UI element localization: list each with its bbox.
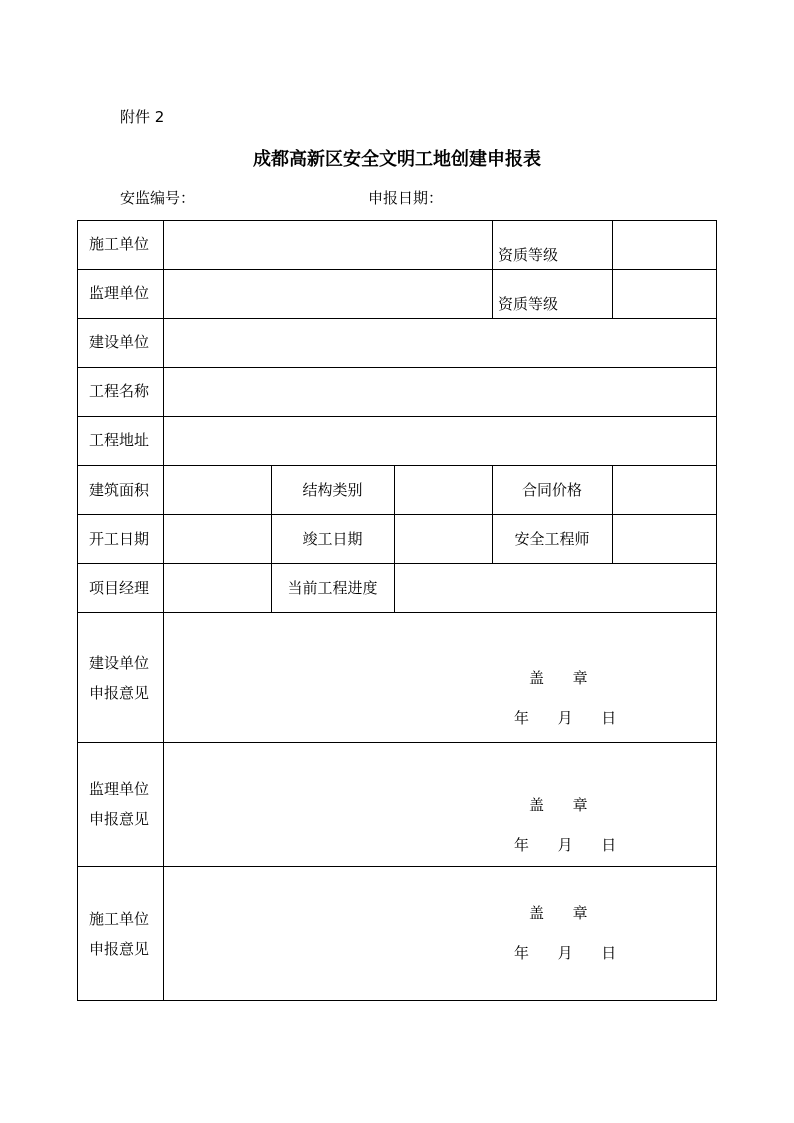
construction-unit-label: 施工单位	[89, 235, 150, 253]
seal-label: 盖 章	[529, 796, 588, 814]
supervision-opinion-label-line1: 监理单位	[89, 780, 150, 798]
grid-line	[492, 220, 493, 318]
grid-line	[77, 1000, 717, 1001]
seal-label: 盖 章	[529, 904, 588, 922]
owner-unit-label: 建设单位	[89, 333, 150, 351]
project-manager-label: 项目经理	[89, 579, 150, 597]
grid-line	[612, 220, 613, 318]
grid-line	[716, 220, 717, 1001]
construction-opinion-label-line1: 施工单位	[89, 910, 150, 928]
owner-opinion-label-line1: 建设单位	[89, 654, 150, 672]
grid-line	[394, 465, 395, 612]
contract-price-label: 合同价格	[521, 481, 582, 499]
page-title: 成都高新区安全文明工地创建申报表	[253, 149, 541, 170]
current-progress-label: 当前工程进度	[287, 579, 378, 597]
qualification-label: 资质等级	[498, 295, 559, 313]
grid-line	[77, 416, 717, 417]
qualification-label: 资质等级	[498, 246, 559, 264]
grid-line	[163, 220, 164, 1001]
grid-line	[77, 220, 717, 221]
owner-opinion-label-line2: 申报意见	[89, 684, 150, 702]
safety-no-label: 安监编号：	[120, 189, 196, 207]
grid-line	[77, 220, 78, 1001]
date-label: 年 月 日	[514, 709, 617, 727]
attachment-label: 附件 2	[120, 108, 165, 126]
start-date-label: 开工日期	[89, 530, 150, 548]
date-label: 年 月 日	[514, 944, 617, 962]
structure-type-label: 结构类别	[302, 481, 363, 499]
grid-line	[612, 465, 613, 563]
grid-line	[77, 866, 717, 867]
grid-line	[77, 612, 717, 613]
supervision-unit-label: 监理单位	[89, 284, 150, 302]
grid-line	[77, 742, 717, 743]
grid-line	[77, 563, 717, 564]
report-date-label: 申报日期：	[368, 189, 444, 207]
grid-line	[77, 367, 717, 368]
grid-line	[77, 514, 717, 515]
completion-date-label: 竣工日期	[302, 530, 363, 548]
seal-label: 盖 章	[529, 669, 588, 687]
date-label: 年 月 日	[514, 836, 617, 854]
building-area-label: 建筑面积	[89, 481, 150, 499]
grid-line	[77, 465, 717, 466]
project-address-label: 工程地址	[89, 431, 150, 449]
safety-engineer-label: 安全工程师	[514, 530, 590, 548]
grid-line	[77, 269, 717, 270]
application-form	[77, 220, 717, 1001]
supervision-opinion-label-line2: 申报意见	[89, 810, 150, 828]
grid-line	[77, 318, 717, 319]
construction-opinion-label-line2: 申报意见	[89, 940, 150, 958]
project-name-label: 工程名称	[89, 382, 150, 400]
